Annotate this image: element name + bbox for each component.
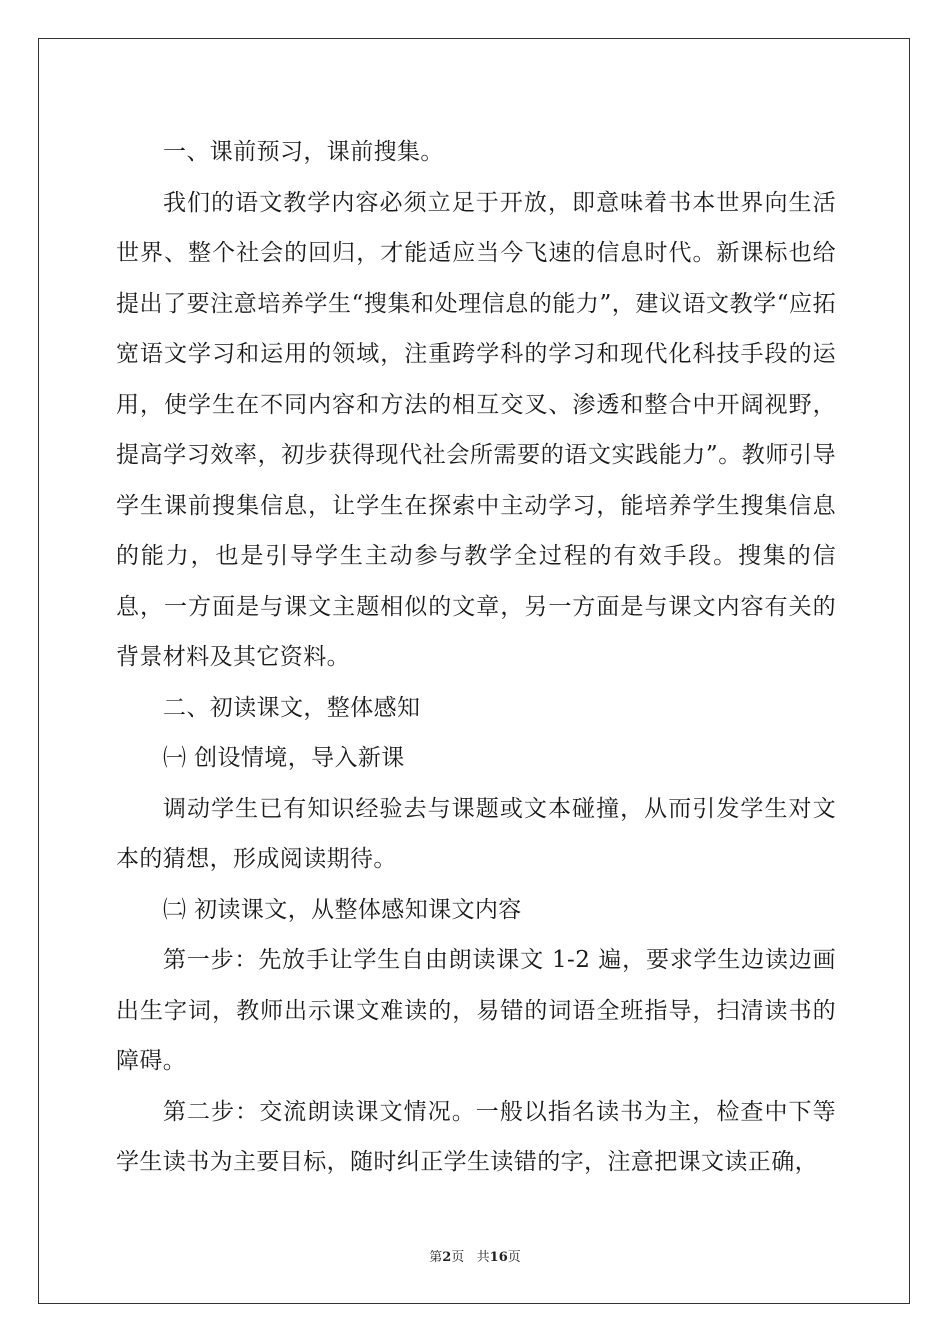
section-heading-preview: 一、课前预习，课前搜集。 [163,139,444,165]
page-footer [0,1246,950,1265]
current-page-number: 2 [442,1250,452,1265]
subsection-heading: ㈠ 创设情境，导入新课 [163,745,405,771]
body-paragraph: 第二步：交流朗读课文情况。一般以指名读书为主，检查中下等学生读书为主要目标，随时纠正学生读错的字，注意把课文读正确， [116,1098,836,1175]
footer-prefix: 第 [429,1250,443,1265]
section-heading-reading: 二、初读课文，整体感知 [163,694,421,721]
total-page-count: 16 [489,1250,508,1265]
body-paragraph: 第一步：先放手让学生自由朗读课文 1-2 遍，要求学生边读边画出生字词，教师出示课文难读的，易错的词语全班指导，扫清读书的障碍。 [116,947,836,1074]
subsection-heading: ㈡ 初读课文，从整体感知课文内容 [163,896,522,923]
body-paragraph: 我们的语文教学内容必须立足于开放，即意味着书本世界向生活世界、整个社会的回归，才能适应当今飞速的信息时代。新课标也给提出了要注意培养学生“搜集和处理信息的能力”，建议语文教学“应拓宽语文学习和运用的领域，注重跨学科的学习和现代化科技手段的运用，使学生在不同内容和方法的相互交叉、渗透和整合中开阔视野，提高学习效率，初步获得现代社会所需要的语文实践能力”。教师引导学生课前搜集信息，让学生在探索中主动学习，能培养学生搜集信息的能力，也是引导学生主动参与教学全过程的有效手段。搜集的信息，一方面是与课文主题相似的文章，另一方面是与课文内容有关的背景材料及其它资料。 [116,189,836,670]
footer-suffix: 页 [507,1250,521,1265]
document-body [116,127,836,1188]
body-paragraph: 调动学生已有知识经验去与课题或文本碰撞，从而引发学生对文本的猜想，形成阅读期待。 [116,795,836,872]
footer-middle: 页 共 [451,1250,490,1265]
